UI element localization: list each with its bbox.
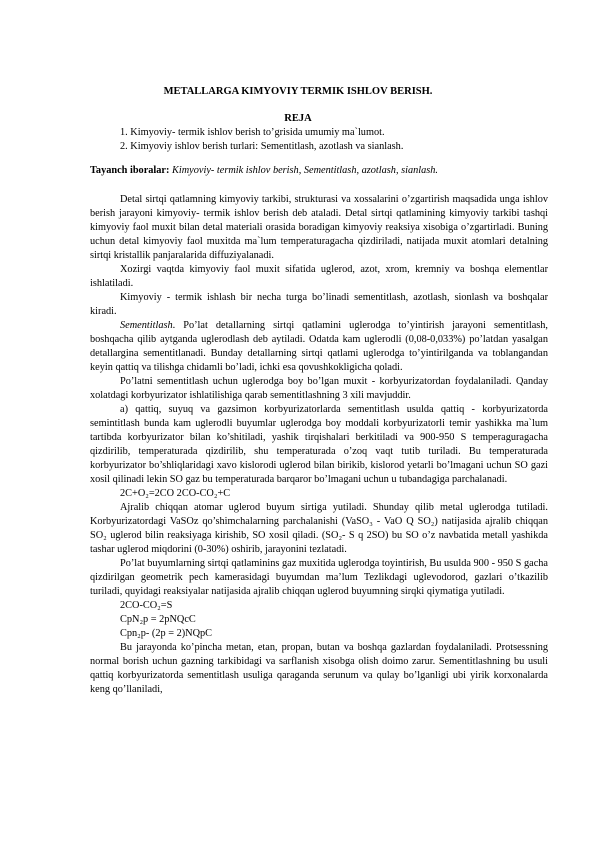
paragraph: Bu jarayonda ko’pincha metan, etan, propan, butan va boshqa gazlardan foydalaniladi. Protsessning normal borish uchun gazning tarkibidagi va sarflanish xisobga olish doimo zarur. Sementitlashning bu usuli qattiq korbyurizatorda sementitlash usuliga qaraganda serunum va qulay bo’lganligi ubi yirik korxonalarda keng qo’llaniladi, <box>90 642 548 695</box>
paragraph: Po’latni sementitlash uchun uglerodga boy bo’lgan muxit - korbyurizatordan foydalaniladi. Qanday xolatdagi korbyurizator ishlatilishiga qarab sementitlashning 3 xili mavjuddir. <box>90 376 548 401</box>
formula: 2CO-CO₂=S <box>120 600 173 611</box>
formula: Cpn₂p- (2p = 2)NQpC <box>120 628 213 639</box>
formula: 2C+O₂=2CO 2CO-CO₂+C <box>120 488 231 499</box>
paragraph: a) qattiq, suyuq va gazsimon korbyurizatorlarda sementitlash usulda qattiq - korbyurizatorda semintitlash bunda kam uglerodli buyumlar uglerodga boy moddali korbyurizatorli temir yashikka ma`lum tartibda korbyurizator bilan ko’shitiladi, yashik tirqishalari berkitiladi va 900-950 S temperaguragacha qizdirilib, temperaturada qizdirilib, shu temperaturada o’zoq vaqt tutib turiladi. Bu temperaturada korbyurizator bo’shliqlaridagi xavo kislorodi uglerod bilan birikib, kislorod yetarli bo’lmagani uchun SO gazi xosil qilinadi lekin SO gaz bu temperaturada barqaror bo’lmagani uchun u tubandagiga parchalanadi. <box>90 404 548 485</box>
paragraph: Xozirgi vaqtda kimyoviy faol muxit sifatida uglerod, azot, xrom, kremniy va boshqa elementlar ishlatiladi. <box>90 264 548 289</box>
paragraph: Detal sirtqi qatlamning kimyoviy tarkibi, strukturasi va xossalarini o’zgartirish maqsadida unga ishlov berish jarayoni kimyoviy- termik ishlov berish deb ataladi. Detal sirtqi qatlamining kimyoviy tarkibi tashqi kimyoviy faol muxit bilan detal materiali orasida boradigan kimyoviy reaksiya xisobiga o’zgartirladi. Buning uchun detal kimyoviy faol muxitda ma`lum temperaturagacha qizdiriladi, natijada muxit atomlari detalning sirtqi kristallik panjaralarida diffuziyalanadi. <box>90 194 548 261</box>
plan-list <box>120 126 540 154</box>
paragraph-rest: . Po’lat detallarning sirtqi qatlamini uglerodga to’yintirish jarayoni sementitlash, boshqacha qilib aytganda uglerodlash deb aytiladi. Odatda kam uglerodli (0,08-0,033%) po’latdan yasalgan detallargina sementitlanadi. Bunday detallarning sirtqi qatlami uglerodga to’yintirilganda va toblangandan keyin qattiq va tilishga chidamli bo’ladi, ichki esa qovushkokligicha qoladi. <box>90 320 548 373</box>
plan-item: 1. Kimyoviy- termik ishlov berish to’grisida umumiy ma`lumot. <box>120 127 385 138</box>
paragraph-lead-term: Sementitlash <box>120 320 173 331</box>
paragraph <box>90 319 548 375</box>
body-text <box>90 193 548 697</box>
keywords-label: Tayanch iboralar: <box>90 165 170 176</box>
keywords-line <box>90 164 550 178</box>
paragraph: Po’lat buyumlarning sirtqi qatlaminins gaz muxitida uglerodga toyintirish, Bu usulda 900 - 950 S gacha qizdirilgan geometrik pech kamerasidagi buyumdan ma’lum Tezlikdagi uglevodorod, gazlari o’tkazilib turiladi, quyidagi reaksiyalar natijasida ajralib chiqqan uglerod buyumning sirqki qiymatiga yutiladi. <box>90 558 548 597</box>
paragraph: Kimyoviy - termik ishlash bir necha turga bo’linadi sementitlash, azotlash, sionlash va boshqalar kiradi. <box>90 292 548 317</box>
plan-heading: REJA <box>284 113 312 124</box>
plan-item: 2. Kimyoviy ishlov berish turlari: Sementitlash, azotlash va sianlash. <box>120 141 404 152</box>
document-title: METALLARGA KIMYOVIY TERMIK ISHLOV BERISH. <box>163 86 433 97</box>
formula: CpN₂p = 2pNQcC <box>120 614 196 625</box>
paragraph: Ajralib chiqqan atomar uglerod buyum sirtiga yutiladi. Shunday qilib metal uglerodga tutiladi. Korbyurizatordagi VaSOz qo’shimchalarning parchalanishi (VaSO₃ - VaO Q SO₂) natijasida ajralib chiqqan SO₂ uglerod bilin reaksiyaga kirishib, SO xosil qiladi. (SO₂- S q 2SO) bu SO o’z navbatida metall yashikda tashar uglerod miqdorini (0-30%) oshirib, jarayonini tezlatadi. <box>90 502 548 555</box>
keywords-text: Kimyoviy- termik ishlov berish, Sementitlash, azotlash, sianlash. <box>172 165 438 176</box>
